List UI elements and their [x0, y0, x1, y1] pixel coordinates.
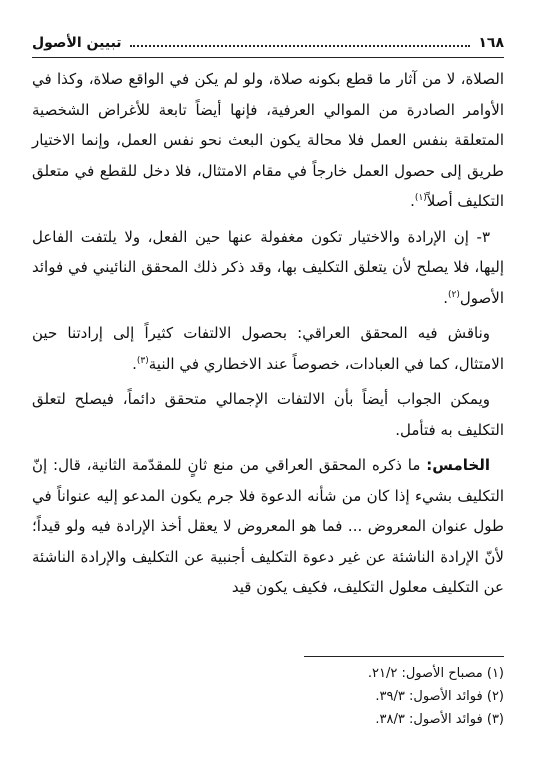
paragraph-1-text: الصلاة، لا من آثار ما قطع بكونه صلاة، ولو لم يكن في الواقع صلاة، وكذا في الأوامر الصادرة من الموالي العرفية، فإنها أيضاً تابعة للأغراض الشخصية المتعلقة بنفس العمل فلا محالة يكون البعث نحو نفس العمل، وإنما الاختيار طريق إلى حصول العمل خارجاً في مقام الامتثال، فلا دخل للقطع في متعلق التكليف أصلاً: [32, 70, 504, 210]
period: .: [443, 288, 449, 307]
paragraph-4: ويمكن الجواب أيضاً بأن الالتفات الإجمالي متحقق دائماً، فيصلح لتعلق التكليف به فتأمل.: [32, 390, 504, 439]
footnote-separator: [304, 656, 504, 657]
paragraph-5-text: ما ذكره المحقق العراقي من منع ثانٍ للمقدّمة الثانية، قال: إنّ التكليف بشيء إذا كان من شأنه الدعوة فلا جرم يكون المدعو إليه عنواناً في طول عنوان المعروض ... فما هو المعروض لا يعقل أخذ الإرادة فيه ولو قيداً؛ لأنّ الإرادة الناشئة عن غير دعوة التكليف أجنبية عن التكليف والإرادة الناشئة عن التكليف معلول التكليف، فكيف يكون قيد: [32, 456, 504, 596]
paragraph-5: [32, 450, 504, 603]
paragraph-1: [32, 64, 504, 217]
footnote-ref-1[interactable]: (١): [414, 193, 427, 203]
period: .: [410, 192, 415, 210]
header-leader-dots: [130, 45, 471, 47]
fifth-point-label: الخامس:: [426, 456, 490, 474]
footnote-1: (١) مصباح الأصول: ٢١/٢.: [367, 666, 504, 681]
period: .: [132, 354, 137, 373]
footnote-ref-2[interactable]: (٢): [448, 289, 460, 300]
paragraph-3: [32, 318, 504, 379]
running-header: [32, 34, 504, 52]
header-rule: [32, 57, 504, 58]
footnote-2: (٢) فوائد الأصول: ٣٩/٣.: [375, 689, 504, 704]
paragraph-2: [32, 222, 504, 314]
paragraph-3-text: وناقش فيه المحقق العراقي: بحصول الالتفات كثيراً إلى إرادتنا حين الامتثال، كما في العبادات، خصوصاً عند الاخطاري في النية: [32, 324, 504, 373]
footnote-3: (٣) فوائد الأصول: ٣٨/٣.: [375, 712, 504, 727]
footnote-ref-3[interactable]: (٣): [136, 355, 149, 366]
paragraph-2-text: ٣- إن الإرادة والاختيار تكون مغفولة عنها حين الفعل، ولا يلتفت الفاعل إليها، فلا يصلح لأن يتعلق التكليف بها، وقد ذكر ذلك المحقق النائيني في فوائد الأصول: [32, 227, 504, 307]
running-title: تبيين الأصول: [32, 35, 122, 51]
main-text: [32, 64, 504, 608]
page-number: ١٦٨: [478, 35, 504, 51]
footnotes: [32, 662, 504, 731]
